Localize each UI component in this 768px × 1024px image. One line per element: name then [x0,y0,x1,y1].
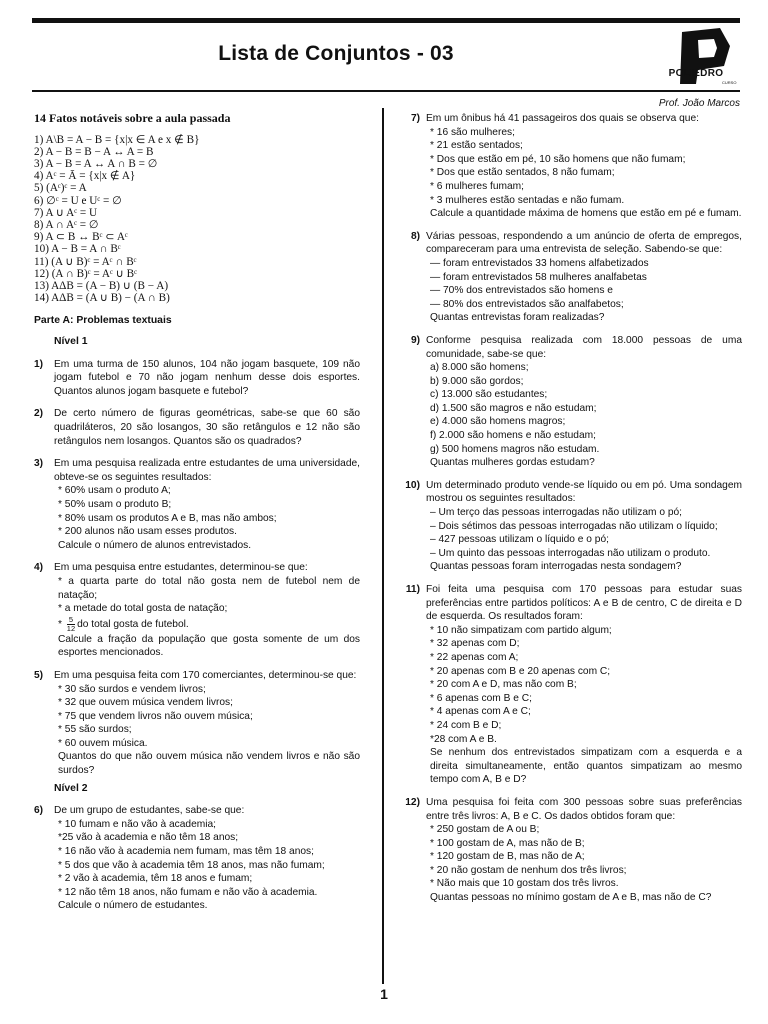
question-line: * 20 apenas com B e 20 apenas com C; [430,665,611,677]
question-number: 2) [34,408,44,420]
question-line: Calcule o número de estudantes. [58,900,208,912]
question-number: 1) [34,358,44,370]
question [392,583,742,787]
question-line: * 24 com B e D; [430,719,502,731]
question-line: — foram entrevistados 33 homens alfabetizados [430,257,649,269]
question-line: * 12 não têm 18 anos, não fumam e não vão à academia. [58,886,318,898]
question-line: Quantas pessoas foram interrogadas nesta sondagem? [430,561,682,573]
question [392,796,742,905]
question [392,479,742,574]
question-line: * 5 dos que vão à academia têm 18 anos, mas não fumam; [58,859,325,871]
question-line: Quantos do que não ouvem música não vendem livros e não são surdos? [58,751,360,777]
question-line: * a quarta parte do total não gosta nem de futebol nem de natação; [58,575,360,601]
question-line: g) 500 homens magros não estudam. [430,443,600,455]
facts-list [34,134,360,305]
question-line: e) 4.000 são homens magros; [430,416,566,428]
question-line: * 50% usam o produto B; [58,498,172,510]
page-title: Lista de Conjuntos - 03 [218,42,454,65]
question-line: *28 com A e B. [430,733,497,745]
questions-level-1 [34,358,360,778]
question-line: Em uma pesquisa realizada entre estudantes de uma universidade, obteve-se os seguintes resultados: [54,458,360,483]
question-line: * 4 apenas com A e C; [430,706,531,718]
fact-item: 13) AΔB = (A − B) ∪ (B − A) [34,280,169,293]
fact-item: 8) A ∩ Aᶜ = ∅ [34,219,99,232]
question [34,669,360,778]
fraction-prefix: * [58,618,65,630]
facts-title: 14 Fatos notáveis sobre a aula passada [34,111,231,125]
question [34,804,360,913]
question-line: * 10 não simpatizam com partido algum; [430,624,612,636]
question-number: 9) [410,334,420,346]
questions-level-2 [34,804,360,913]
question-line: De certo número de figuras geométricas, sabe-se que 60 são quadriláteros, 20 são losangos, 30 são retângulos e 12 não são retângulos nem losangos. Quantos são os quadrados? [54,408,360,447]
question-line: — 70% dos entrevistados são homens e [430,285,613,297]
level-1-title: Nível 1 [54,336,88,348]
question-line: * 200 alunos não usam esses produtos. [58,526,237,538]
question [34,457,360,552]
question-number: 4) [34,562,44,574]
question-line: * 20 com A e D, mas não com B; [430,679,577,691]
question [392,334,742,470]
question-line: * 3 mulheres estão sentadas e não fumam. [430,194,625,206]
fact-item: 1) A\B = A − B = {x|x ∈ A e x ∉ B} [34,133,200,146]
question-line: * a metade do total gosta de natação; [58,603,228,615]
question [392,112,742,221]
fact-item: 3) A − B = A ↔ A ∩ B = ∅ [34,158,158,170]
fact-item: 14) AΔB = (A ∪ B) − (A ∩ B) [34,292,170,305]
question-line: * Dos que estão sentados, 8 não fumam; [430,167,615,179]
question-line: Quantas entrevistas foram realizadas? [430,312,605,324]
question-number: 11) [405,584,420,595]
question-line: Calcule a quantidade máxima de homens que estão em pé e fumam. [430,208,742,220]
question-line: a) 8.000 são homens; [430,362,529,374]
question-number: 12) [405,796,420,808]
question-line: — 80% dos entrevistados são analfabetos; [430,298,624,310]
question-line [54,616,360,633]
question-line: Em uma pesquisa entre estudantes, determinou-se que: [54,562,308,574]
question-line: * 250 gostam de A ou B; [430,824,540,836]
fraction-suffix: do total gosta de futebol. [77,618,189,630]
question [34,407,360,448]
questions-right [392,112,742,905]
question-line: – 427 pessoas utilizam o líquido e o pó; [430,534,609,546]
fact-item: 12) (A ∩ B)ᶜ = Aᶜ ∪ Bᶜ [34,267,137,280]
fact-item: 10) A − B = A ∩ Bᶜ [34,243,121,256]
question-line: Quantas mulheres gordas estudam? [430,457,595,469]
top-rule [32,18,740,23]
logo-text: POLIEDRO [668,68,724,79]
question-number: 6) [34,805,44,817]
question-line: * 22 apenas com A; [430,651,519,663]
question-line: * 6 mulheres fumam; [430,180,524,192]
question-line: * 80% usam os produtos A e B, mas não ambos; [58,512,277,524]
fact-item: 11) (A ∪ B)ᶜ = Aᶜ ∩ Bᶜ [34,255,137,268]
question-number: 3) [34,458,44,470]
question-line: Se nenhum dos entrevistados simpatizam com a esquerda e a direita simultaneamente, então quantos simpatizam ao mesmo tempo com A, B e D? [430,747,742,786]
question-line: * 2 vão à academia, têm 18 anos e fumam; [58,873,253,885]
question-line: * 55 são surdos; [58,724,132,736]
question-line: * Não mais que 10 gostam dos três livros. [430,878,619,890]
question-line: f) 2.000 são homens e não estudam; [430,430,596,442]
question-line: – Um quinto das pessoas interrogadas não utilizam o produto. [430,547,711,559]
fraction-numerator: 5 [67,616,75,625]
question-line: Quantas pessoas no mínimo gostam de A e B, mas não de C? [430,892,712,904]
question-line: * 21 estão sentados; [430,140,523,152]
question-line: — foram entrevistados 58 mulheres analfabetas [430,271,647,283]
question-line: Em uma pesquisa feita com 170 comerciantes, determinou-se que: [54,669,357,681]
question-line: * 32 que ouvem música vendem livros; [58,697,233,709]
question-line: * 16 são mulheres; [430,126,515,138]
fraction [67,616,75,633]
question-line: Em um ônibus há 41 passageiros dos quais se observa que: [426,113,699,124]
fact-item: 9) A ⊂ B ↔ Bᶜ ⊂ Aᶜ [34,231,128,244]
question-line: Calcule a fração da população que gosta somente de um dos esportes mencionados. [58,633,360,659]
question-line: – Um terço das pessoas interrogadas não utilizam o pó; [430,507,682,519]
column-divider [382,108,384,984]
question-line: Calcule o número de alunos entrevistados. [58,539,252,551]
question-line: Foi feita uma pesquisa com 170 pessoas para estudar suas preferências entre partidos políticos: A e B de centro, C de direita e D de esquerda. Os resultados foram: [426,584,742,623]
question-line: * 20 não gostam de nenhum dos três livros; [430,864,627,876]
question-line: * 120 gostam de B, mas não de A; [430,851,585,863]
question [392,230,742,325]
fact-item: 6) ∅ᶜ = U e Uᶜ = ∅ [34,194,122,207]
question-line: * 32 apenas com D; [430,638,520,650]
question-number: 5) [34,669,44,681]
logo-subtext: CURSO [722,80,737,85]
question-line: *25 vão à academia e não têm 18 anos; [58,832,239,844]
question-line: * 16 não vão à academia nem fumam, mas têm 18 anos; [58,846,314,858]
question-line: c) 13.000 são estudantes; [430,389,548,401]
left-column [34,112,360,913]
question-line: * Dos que estão em pé, 10 são homens que não fumam; [430,153,686,165]
question-line: Em uma turma de 150 alunos, 104 não jogam basquete, 109 não jogam futebol e 70 não jogam nenhum desse dois esportes. Quantos alunos jogam basquete e futebol? [54,358,360,397]
question-line: Um determinado produto vende-se líquido ou em pó. Uma sondagem mostrou os seguintes resultados: [426,479,742,505]
question [34,358,360,399]
part-a-title: Parte A: Problemas textuais [34,315,172,327]
question-line: * 6 apenas com B e C; [430,692,532,704]
page-number: 1 [380,986,388,1002]
question-line: * 100 gostam de A, mas não de B; [430,837,585,849]
fact-item: 4) Aᶜ = Ā = {x|x ∉ A} [34,170,136,183]
question-line: De um grupo de estudantes, sabe-se que: [54,805,245,817]
question-line: * 30 são surdos e vendem livros; [58,683,206,695]
question-number: 8) [410,230,420,242]
question-line: * 60 ouvem música. [58,737,148,749]
fact-item: 7) A ∪ Aᶜ = U [34,206,98,219]
header-rule [32,90,740,92]
question-number: 7) [410,113,420,124]
fraction-denominator: 12 [66,623,76,633]
fact-item: 5) (Aᶜ)ᶜ = A [34,182,87,195]
question-line: Uma pesquisa foi feita com 300 pessoas sobre suas preferências entre três livros: A, B e C. Os dados obtidos foram que: [426,796,742,822]
question-line: – Dois sétimos das pessoas interrogadas não utilizam o líquido; [430,520,718,532]
question-line: b) 9.000 são gordos; [430,375,524,387]
question [34,561,360,660]
question-line: * 10 fumam e não vão à academia; [58,818,217,830]
question-line: * 75 que vendem livros não ouvem música; [58,710,253,722]
question-line: * 60% usam o produto A; [58,485,171,497]
level-2-title: Nível 2 [54,782,88,794]
right-column [392,112,742,905]
author: Prof. João Marcos [658,98,740,109]
fact-item: 2) A − B = B − A ↔ A = B [34,145,154,158]
question-line: d) 1.500 são magros e não estudam; [430,402,597,414]
question-line: Conforme pesquisa realizada com 18.000 pessoas de uma comunidade, sabe-se que: [426,334,742,360]
question-line: Várias pessoas, respondendo a um anúncio de oferta de empregos, compareceram para uma entrevista de seleção. Sabendo-se que: [426,230,742,256]
question-number: 10) [405,479,420,491]
